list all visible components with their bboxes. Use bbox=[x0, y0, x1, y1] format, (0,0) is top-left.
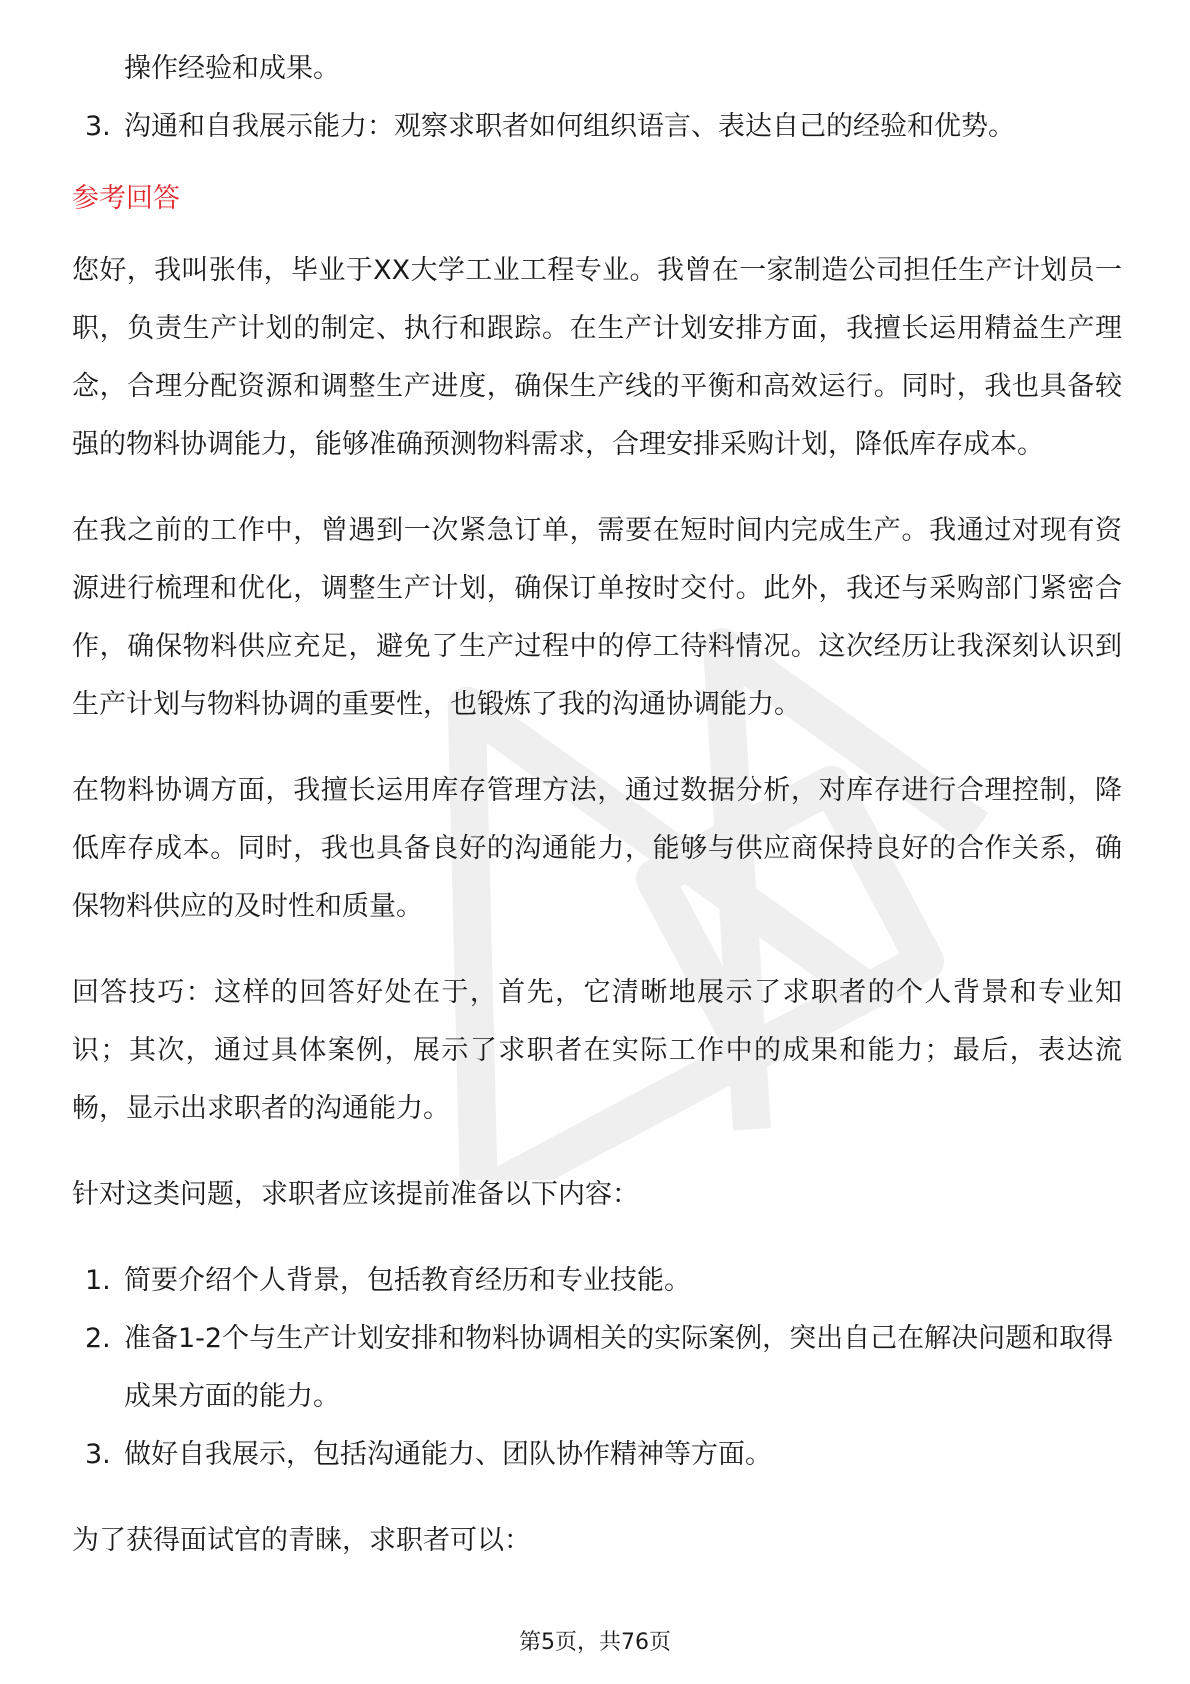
paragraph-prep-intro: 针对这类问题，求职者应该提前准备以下内容： bbox=[72, 1179, 639, 1210]
paragraph-experience: 在我之前的工作中，曾遇到一次紧急订单，需要在短时间内完成生产。我通过对现有资源进行梳理和优化，调整生产计划，确保订单按时交付。此外，我还与采购部门紧密合作，确保物料供应充足，避免了生产过程中的停工待料情况。这次经历让我深刻认识到生产计划与物料协调的重要性，也锻炼了我的沟通协调能力。 bbox=[72, 515, 1122, 720]
list-item bbox=[72, 98, 1122, 156]
list-item-number: 1. bbox=[85, 1265, 111, 1296]
page-number: 第5页，共76页 bbox=[519, 1630, 671, 1655]
list-item-number: 3. bbox=[85, 111, 111, 142]
evaluation-list bbox=[72, 98, 1122, 156]
paragraph-material: 在物料协调方面，我擅长运用库存管理方法，通过数据分析，对库存进行合理控制，降低库存成本。同时，我也具备良好的沟通能力，能够与供应商保持良好的合作关系，确保物料供应的及时性和质量。 bbox=[72, 775, 1122, 922]
list-item-number: 2. bbox=[85, 1323, 111, 1354]
page-content bbox=[72, 40, 1122, 1598]
paragraph-closing: 为了获得面试官的青睐，求职者可以： bbox=[72, 1525, 531, 1556]
section-heading: 参考回答 bbox=[72, 183, 180, 214]
list-item-text: 沟通和自我展示能力：观察求职者如何组织语言、表达自己的经验和优势。 bbox=[124, 111, 1015, 142]
list-item-text: 做好自我展示，包括沟通能力、团队协作精神等方面。 bbox=[124, 1439, 772, 1470]
list-item-text: 准备1-2个与生产计划安排和物料协调相关的实际案例，突出自己在解决问题和取得成果方面的能力。 bbox=[124, 1323, 1114, 1412]
preparation-list bbox=[72, 1252, 1122, 1484]
paragraph-tips: 回答技巧：这样的回答好处在于，首先，它清晰地展示了求职者的个人背景和专业知识；其次，通过具体案例，展示了求职者在实际工作中的成果和能力；最后，表达流畅，显示出求职者的沟通能力。 bbox=[72, 977, 1122, 1124]
paragraph-intro: 您好，我叫张伟，毕业于XX大学工业工程专业。我曾在一家制造公司担任生产计划员一职，负责生产计划的制定、执行和跟踪。在生产计划安排方面，我擅长运用精益生产理念，合理分配资源和调整生产进度，确保生产线的平衡和高效运行。同时，我也具备较强的物料协调能力，能够准确预测物料需求，合理安排采购计划，降低库存成本。 bbox=[72, 255, 1122, 460]
list-item bbox=[72, 1310, 1122, 1426]
list-item-number: 3. bbox=[85, 1439, 111, 1470]
list-item bbox=[72, 1426, 1122, 1484]
list-item bbox=[72, 1252, 1122, 1310]
list-item-text: 简要介绍个人背景，包括教育经历和专业技能。 bbox=[124, 1265, 691, 1296]
list-item-continuation: 操作经验和成果。 bbox=[124, 53, 340, 84]
